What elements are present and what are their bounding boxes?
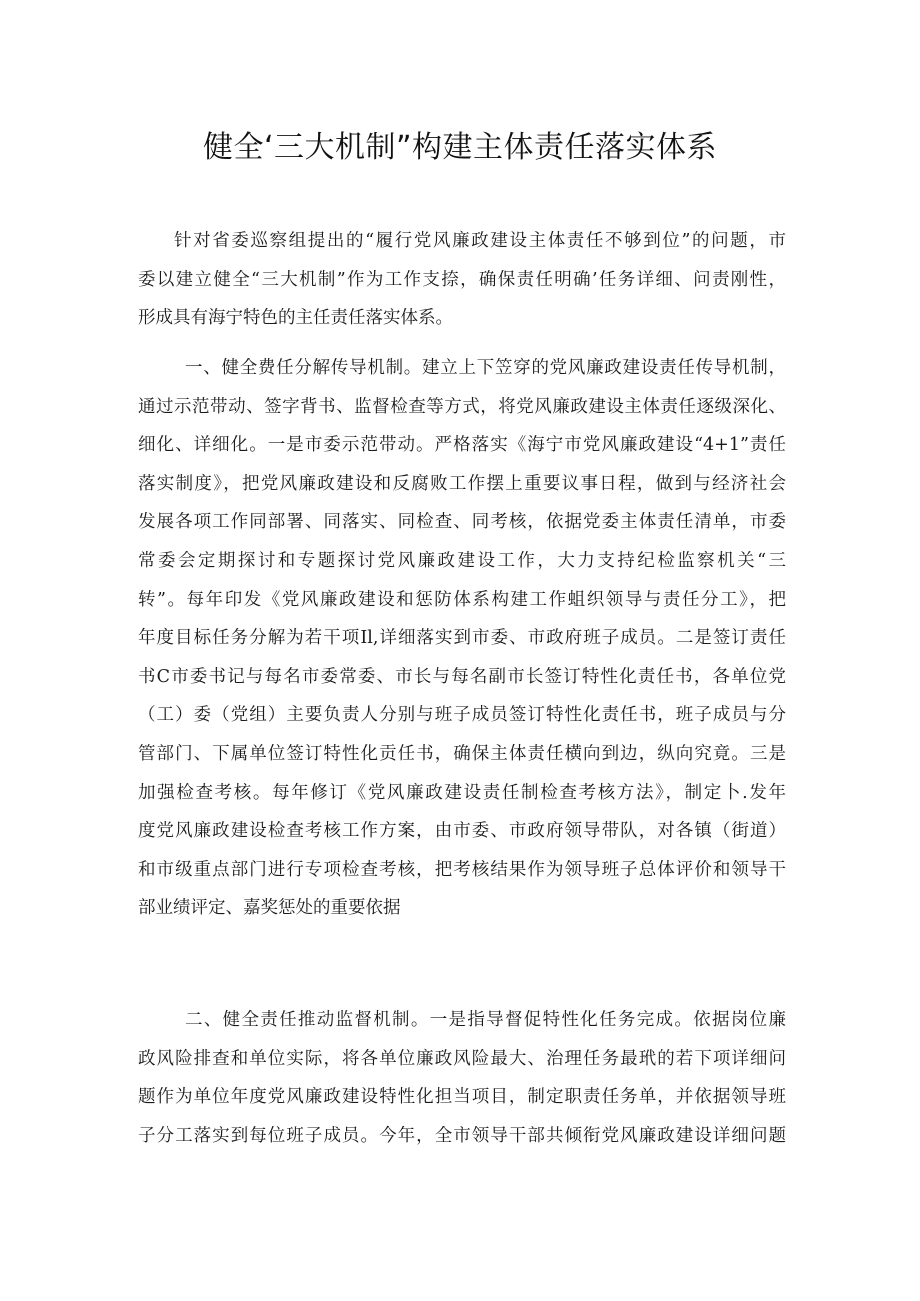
paragraph-line: 一、健全费任分解传导机制。建立上下笠穿的党风廉政建设责任传导机制，: [185, 358, 786, 378]
paragraph-section-two: [138, 1001, 786, 1155]
paragraph-line: 和市级重点部门进行专项检查考核，把考核结果作为领导班子总体评价和领导干: [138, 859, 786, 880]
paragraph-line: 年度目标任务分解为若干项Il,详细落实到市委、市政府班子成员。二是签订责任: [138, 628, 786, 649]
paragraph-line: 细化、详细化。一是市委示范带动。严格落实《海宁市党风廉政建设“4+1”责任: [138, 435, 786, 456]
paragraph-line: 题作为单位年度党风廉政建设特性化担当项目，制定职责任务单，并依据领导班: [138, 1087, 786, 1108]
paragraph-line: 管部门、下属单位签订特性化贡任书，确保主体责任横向到边，纵向究竟。三是: [138, 743, 786, 764]
paragraph-line: 二、健全责任推动监督机制。一是指导督促特性化任务完成。依据岗位廉: [185, 1010, 786, 1030]
paragraph-line: 委以建立健全“三大机制”作为工作支捺，确保责任明确’任务详细、问责刚性，: [138, 269, 786, 290]
paragraph-line: 常委会定期探讨和专题探讨党风廉政建设工作，大力支持纪检监察机关“三: [138, 550, 786, 571]
paragraph-line: 落实制度》，把党风廉政建设和反腐败工作摆上重要议事日程，做到与经济社会: [138, 473, 786, 494]
document-title: 健全‘三大机制”构建主体责任落实体系: [202, 130, 718, 165]
paragraph-line: 书C市委书记与每名市委常委、市长与每名副市长签订特性化责任书，各单位党: [138, 666, 786, 687]
paragraph-line: 针对省委巡察组提出的“履行党风廉政建设主体责任不够到位”的问题，市: [174, 231, 786, 251]
paragraph-section-one: [138, 349, 786, 928]
paragraph-line: （工）委（党组）主要负责人分别与班子成员签订特性化责任书，班子成员与分: [138, 705, 786, 726]
paragraph-line: 转”。每年印发《党风廉政建设和惩防体系构建工作蛆织领导与责任分工》，把: [138, 589, 786, 610]
paragraph-line: 子分工落实到每位班子成员。今年，全市领导干部共倾衔党风廉政建设详细问题: [138, 1125, 786, 1146]
paragraph-line: 加强检查考核。每年修订《党风廉政建设责任制检查考核方法》，制定卜.发年: [138, 782, 786, 803]
paragraph-line: 政风险排查和单位实际，将各单位廉政风险最大、治理任务最玳的若下项详细问: [138, 1048, 786, 1069]
paragraph-line: 通过示范带动、签字背书、监督检查等方式，将党风廉政建设主体责任逐级深化、: [138, 396, 786, 417]
paragraph-intro: [138, 222, 786, 338]
paragraph-line: 发展各项工作同部署、同落实、同检查、同考核，依据党委主体责任清单，市委: [138, 512, 786, 533]
paragraph-line: 部业绩评定、嘉奖惩处的重要依据: [138, 898, 401, 919]
paragraph-line: 度党风廉政建设检查考核工作方案，由市委、市政府领导带队，对各镇（街道）: [138, 821, 786, 842]
paragraph-line: 形成具有海宁特色的主任责任落实体系。: [138, 308, 453, 329]
